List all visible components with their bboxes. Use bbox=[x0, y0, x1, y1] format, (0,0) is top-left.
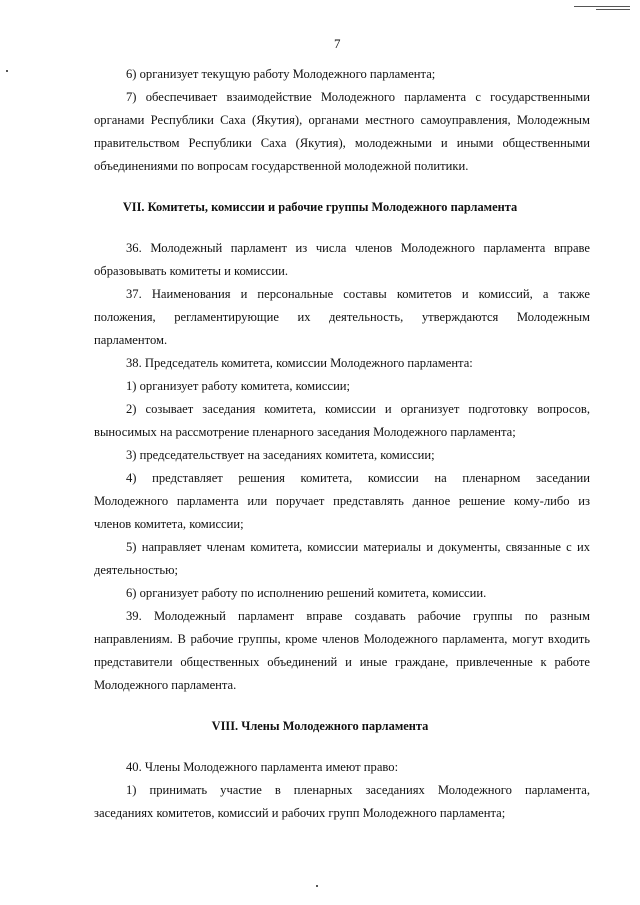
text-line: членов комитета, комиссии; bbox=[94, 517, 244, 531]
text-line: 7) обеспечивает взаимодействие Молодежного парламента с государственными bbox=[126, 90, 590, 104]
text-line: 36. Молодежный парламент из числа членов Молодежного парламента вправе bbox=[126, 241, 590, 255]
text-line: 40. Члены Молодежного парламента имеют право: bbox=[126, 760, 399, 774]
text-line: правительством Республики Саха (Якутия), молодежными и иными общественными bbox=[94, 136, 590, 150]
section-heading-viii: VIII. Члены Молодежного парламента bbox=[211, 719, 429, 733]
scan-artifact-dot bbox=[6, 70, 8, 72]
text-line: 2) созывает заседания комитета, комиссии и организует подготовку вопросов, bbox=[126, 402, 590, 416]
section-heading-vii: VII. Комитеты, комиссии и рабочие группы Молодежного парламента bbox=[122, 200, 518, 214]
page-number: 7 bbox=[334, 36, 341, 51]
text-line: 6) организует текущую работу Молодежного парламента; bbox=[126, 67, 436, 81]
text-line: Молодежного парламента или поручает представлять данное решение кому-либо из bbox=[94, 494, 590, 508]
text-line: 3) председательствует на заседаниях комитета, комиссии; bbox=[126, 448, 435, 462]
text-line: Молодежного парламента. bbox=[94, 678, 237, 692]
text-line: парламентом. bbox=[94, 333, 168, 347]
text-line: 4) представляет решения комитета, комиссии на пленарном заседании bbox=[126, 471, 590, 485]
scan-artifact-line bbox=[596, 9, 630, 10]
text-line: образовывать комитеты и комиссии. bbox=[94, 264, 289, 278]
text-line: органами Республики Саха (Якутия), органами местного самоуправления, Молодежным bbox=[94, 113, 590, 127]
text-line: 5) направляет членам комитета, комиссии материалы и документы, связанные с их bbox=[126, 540, 590, 554]
text-line: положения, регламентирующие их деятельность, утверждаются Молодежным bbox=[94, 310, 590, 324]
text-line: 6) организует работу по исполнению решений комитета, комиссии. bbox=[126, 586, 487, 600]
text-line: направлениям. В рабочие группы, кроме членов Молодежного парламента, могут входить bbox=[94, 632, 590, 646]
text-line: представители общественных объединений и иные граждане, привлеченные к работе bbox=[94, 655, 590, 669]
text-line: 1) организует работу комитета, комиссии; bbox=[126, 379, 351, 393]
text-line: деятельностью; bbox=[94, 563, 179, 577]
text-line: выносимых на рассмотрение пленарного заседания Молодежного парламента; bbox=[94, 425, 516, 439]
text-line: заседаниях комитетов, комиссий и рабочих групп Молодежного парламента; bbox=[94, 806, 506, 820]
text-line: объединениями по вопросам государственной молодежной политики. bbox=[94, 159, 469, 173]
text-line: 39. Молодежный парламент вправе создавать рабочие группы по разным bbox=[126, 609, 590, 623]
scan-artifact-line bbox=[574, 6, 630, 7]
scan-artifact-dot bbox=[316, 885, 318, 887]
text-line: 1) принимать участие в пленарных заседаниях Молодежного парламента, bbox=[126, 783, 590, 797]
text-line: 37. Наименования и персональные составы комитетов и комиссий, а также bbox=[126, 287, 590, 301]
text-line: 38. Председатель комитета, комиссии Молодежного парламента: bbox=[126, 356, 473, 370]
